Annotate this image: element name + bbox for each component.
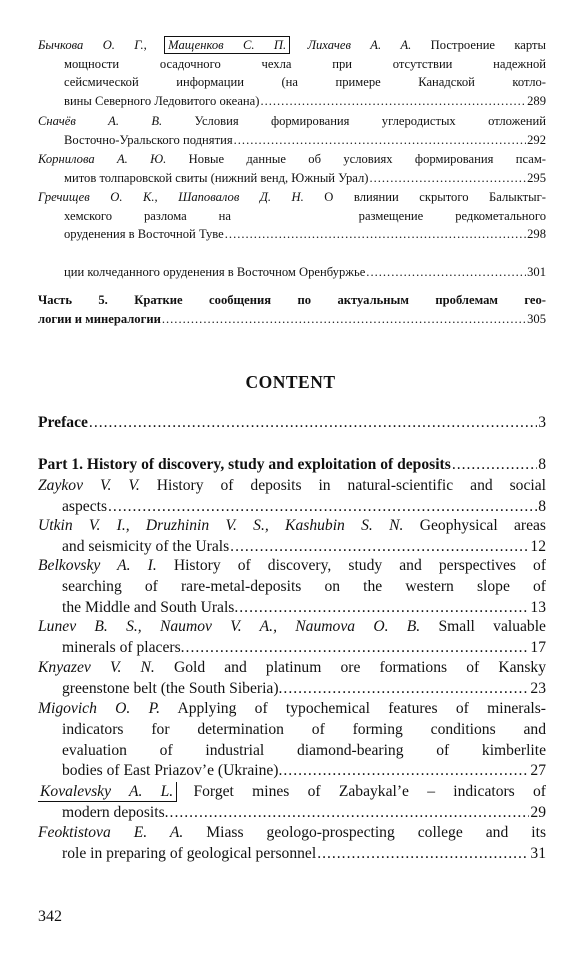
toc-entry-line: [38, 263, 546, 282]
toc-entry-title: modern deposits.: [62, 803, 169, 821]
leader-dots: [186, 638, 530, 659]
toc-entry-title: Построение карты: [411, 38, 546, 52]
page-number: 342: [38, 908, 62, 925]
toc-part-heading[interactable]: [38, 291, 546, 328]
toc-page-number: 12: [530, 537, 546, 555]
toc-page-number: 305: [527, 311, 546, 326]
toc-entry-authors-boxed: Мащенков С. П.: [168, 38, 287, 52]
toc-entry-authors: Lunev B. S., Naumov V. A., Naumova O. B.: [38, 618, 421, 635]
toc-entry[interactable]: [38, 244, 546, 281]
toc-entry[interactable]: [38, 556, 546, 618]
toc-entry-line: [38, 92, 546, 111]
toc-entry-line: searching of rare-metal-deposits on the western slope of: [62, 577, 546, 595]
toc-entry[interactable]: [38, 476, 546, 518]
leader-dots: [452, 455, 537, 476]
toc-part-title: Part 1. History of discovery, study and exploitation of deposits: [38, 456, 451, 473]
toc-entry-title: Applying of typochemical features of minerals-: [160, 700, 546, 717]
toc-entry-authors: Knyazev V. N.: [38, 659, 155, 676]
toc-entry-line: [38, 699, 546, 720]
toc-page-number: 298: [527, 227, 546, 242]
toc-entry-line: [38, 658, 546, 679]
toc-entry[interactable]: [38, 782, 546, 824]
toc-entry[interactable]: [38, 658, 546, 700]
toc-entry-title: ции колчеданного оруденения в Восточном Оренбуржье: [64, 264, 366, 279]
toc-entry-authors: Сначёв А. В.: [38, 114, 163, 128]
toc-entry-line: [38, 131, 546, 150]
toc-entry-line: [38, 169, 546, 188]
toc-entry-line: [38, 537, 546, 558]
toc-page-number: 27: [530, 762, 546, 780]
toc-entry-line: [38, 36, 546, 55]
toc-entry-line: [38, 244, 546, 263]
toc-preface[interactable]: [38, 413, 546, 434]
toc-part-heading[interactable]: [38, 455, 546, 476]
toc-entry-line: [38, 112, 546, 131]
toc-entry-line: [38, 638, 546, 659]
toc-page-number: 23: [530, 679, 546, 697]
toc-page-number: 301: [527, 264, 546, 279]
toc-entry-line: [38, 803, 546, 824]
leader-dots: [230, 537, 529, 558]
toc-entry-line: [38, 844, 546, 865]
leader-dots: [89, 413, 537, 434]
toc-page-number: 17: [530, 638, 546, 656]
toc-entry-authors: Лихачев А. А.: [288, 38, 412, 52]
leader-dots: [260, 92, 526, 111]
toc-entry-authors: Корнилова А. Ю.: [38, 152, 167, 166]
toc-entry-authors: Бычкова О. Г.,: [38, 38, 167, 52]
toc-entry-line: сейсмической информации (на примере Канадской котло-: [64, 75, 546, 90]
toc-entry-title: History of deposits in natural-scientific and social: [139, 477, 546, 494]
toc-entry-title: Geophysical areas: [403, 517, 546, 534]
toc-entry-title: Новые данные об условиях формирования псам-: [166, 152, 546, 166]
toc-entry-title: aspects: [62, 497, 108, 515]
leader-dots: [170, 803, 530, 824]
toc-page-number: 8: [538, 456, 546, 473]
toc-preface-label: Preface: [38, 414, 88, 431]
toc-entry-line: [38, 598, 546, 619]
toc-entry-title: and seismicity of the Urals: [62, 537, 230, 555]
toc-entry-line: evaluation of industrial diamond-bearing of kimberlite: [62, 741, 546, 759]
leader-dots: [283, 679, 529, 700]
toc-entry[interactable]: [38, 188, 546, 244]
toc-entry-line: [38, 476, 546, 497]
toc-entry-line: [38, 823, 546, 844]
toc-entry-title: bodies of East Priazov’e (Ukraine).: [62, 762, 283, 780]
toc-entry-title: role in preparing of geological personnel: [62, 844, 317, 862]
leader-dots: [162, 310, 526, 329]
toc-entry-title: greenstone belt (the South Siberia).: [62, 679, 283, 697]
toc-entry-authors: Belkovsky A. I.: [38, 557, 157, 574]
toc-page-number: 13: [530, 598, 546, 616]
leader-dots: [108, 497, 537, 518]
leader-dots: [234, 131, 526, 150]
toc-entry-line: [38, 497, 546, 518]
toc-entry-title: Small valuable: [420, 618, 546, 635]
toc-page-number: 29: [530, 803, 546, 821]
toc-entry-line: [38, 556, 546, 577]
toc-entry-title: minerals of placers.: [62, 638, 185, 656]
toc-entry[interactable]: [38, 112, 546, 149]
toc-entry-authors: Migovich O. P.: [38, 700, 161, 717]
toc-page-number: 8: [538, 497, 546, 515]
toc-page-number: 292: [527, 132, 546, 147]
toc-part-line: Часть 5. Краткие сообщения по актуальным проблемам гео-: [38, 293, 546, 307]
toc-entry-title: Miass geologo-prospecting college and its: [183, 824, 546, 841]
leader-dots: [239, 598, 529, 619]
toc-entry[interactable]: [38, 617, 546, 659]
toc-entry[interactable]: [38, 150, 546, 187]
toc-entry-title: митов толпаровской свиты (нижний венд, Южный Урал): [64, 170, 369, 185]
toc-entry-line: [38, 617, 546, 638]
toc-entry-line: [38, 225, 546, 244]
content-heading: CONTENT: [245, 372, 336, 392]
leader-dots: [225, 225, 526, 244]
toc-page-number: 289: [527, 93, 546, 108]
toc-part-title: логии и минералогии: [38, 311, 161, 326]
toc-page-number: 31: [530, 844, 546, 862]
toc-entry-authors: Utkin V. I., Druzhinin V. S., Kashubin S. N.: [38, 517, 404, 534]
toc-entry-line: хемского разлома на размещение редкометального: [64, 208, 546, 223]
leader-dots: [283, 761, 529, 782]
toc-entry-title: оруденения в Восточной Туве: [64, 227, 224, 242]
toc-entry-title: вины Северного Ледовитого океана): [64, 93, 260, 108]
toc-entry-line: [38, 761, 546, 782]
toc-entry-title: Условия формирования углеродистых отложений: [162, 114, 546, 128]
toc-part-line: [38, 310, 546, 329]
toc-entry-line: [38, 679, 546, 700]
toc-entry-title: О влиянии скрытого Балыктыг-: [303, 190, 546, 204]
toc-entry-authors: Feoktistova E. A.: [38, 824, 184, 841]
toc-entry-authors-boxed: Kovalevsky A. L.: [40, 783, 174, 800]
toc-entry-line: indicators for determination of forming conditions and: [62, 720, 546, 738]
leader-dots: [369, 169, 526, 188]
toc-page-number: 295: [527, 170, 546, 185]
toc-entry[interactable]: [38, 699, 546, 782]
toc-entry-title: Forget mines of Zabaykal’e – indicators of: [175, 783, 546, 800]
toc-entry-authors: Гречищев О. К., Шаповалов Д. Н.: [38, 190, 304, 204]
toc-entry[interactable]: [38, 516, 546, 558]
toc-entry-line: [38, 188, 546, 207]
toc-entry[interactable]: [38, 36, 546, 110]
toc-entry-line: мощности осадочного чехла при отсутствии надежной: [64, 56, 546, 71]
toc-entry[interactable]: [38, 823, 546, 865]
toc-entry-line: [38, 516, 546, 537]
toc-entry-authors: Zaykov V. V.: [38, 477, 140, 494]
toc-entry-title: Gold and platinum ore formations of Kansky: [154, 659, 546, 676]
toc-page-number: 3: [538, 414, 546, 431]
toc-entry-title: History of discovery, study and perspectives of: [156, 557, 546, 574]
leader-dots: [317, 844, 529, 865]
toc-entry-title: the Middle and South Urals.: [62, 598, 239, 616]
toc-entry-line: [38, 782, 546, 803]
toc-entry-line: [38, 150, 546, 169]
toc-entry-title: Восточно-Уральского поднятия: [64, 132, 233, 147]
leader-dots: [366, 263, 526, 282]
